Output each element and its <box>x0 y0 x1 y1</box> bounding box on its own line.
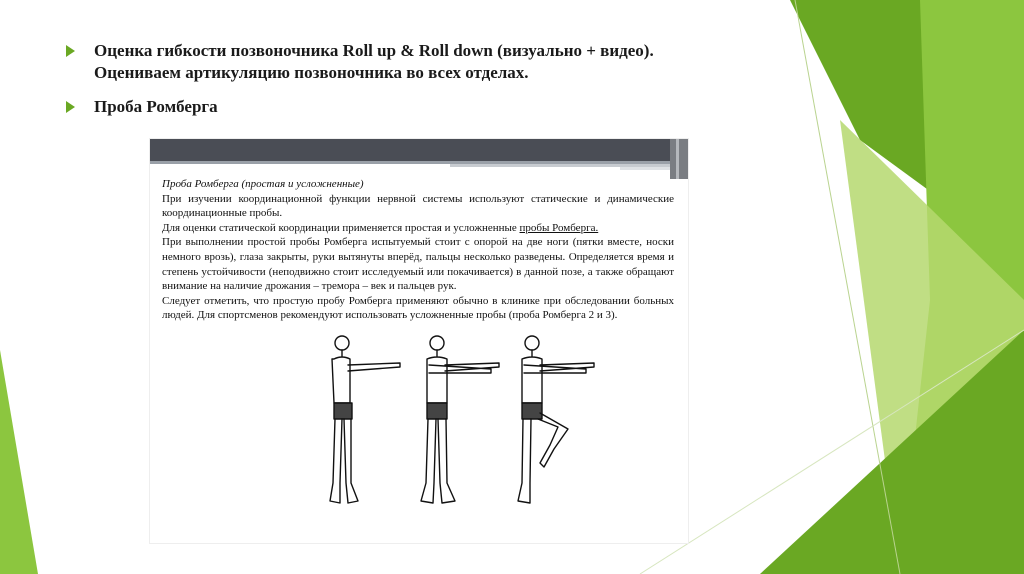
bullet-2-line-1: Проба Ромберга <box>94 97 218 116</box>
triangle-arrow-icon <box>66 101 75 113</box>
deco-shape-left-strip <box>0 350 38 574</box>
scan-para-3: При выполнении простой пробы Ромберга испытуемый стоит с опорой на две ноги (пятки вместе, носки немного врозь), глаза закрыты, руки вытянуты вперёд, пальцы несколько разведены. Определяется время и степень устойчивости (неподвижно стоит исследуемый или покачивается) в данной позе, а также обращают внимание на наличие дрожания – тремора – век и пальцев рук. <box>162 236 674 293</box>
triangle-arrow-icon <box>66 45 75 57</box>
scan-para-2 <box>162 221 674 236</box>
bullet-1 <box>66 40 766 84</box>
scan-para-4: Следует отметить, что простую пробу Ромберга применяют обычно в клинике при обследовании больных людей. Для спортсменов рекомендуют использовать усложненные пробы (проба Ромберга 2 и 3). <box>162 294 674 322</box>
scan-para-2-text: Для оценки статической координации применяется простая и усложненные <box>162 221 520 234</box>
scan-text <box>162 177 674 323</box>
bullet-2 <box>66 96 766 118</box>
bullet-1-line-1: Оценка гибкости позвоночника Roll up & Roll down (визуально + видео). <box>94 41 654 60</box>
romberg-pose-2 <box>421 336 499 503</box>
romberg-illustration <box>310 333 610 513</box>
scan-para-2-link: пробы Ромберга. <box>519 221 599 234</box>
scanned-document <box>150 139 688 543</box>
bullet-1-line-2: Оцениваем артикуляцию позвоночника во всех отделах. <box>94 63 529 82</box>
romberg-pose-1 <box>330 336 400 503</box>
slide-bullets <box>66 40 766 118</box>
scan-heading: Проба Ромберга (простая и усложненные) <box>162 178 364 190</box>
romberg-pose-3 <box>518 336 594 503</box>
scan-para-1: При изучении координационной функции нервной системы используют статические и динамические координационные пробы. <box>162 192 674 220</box>
